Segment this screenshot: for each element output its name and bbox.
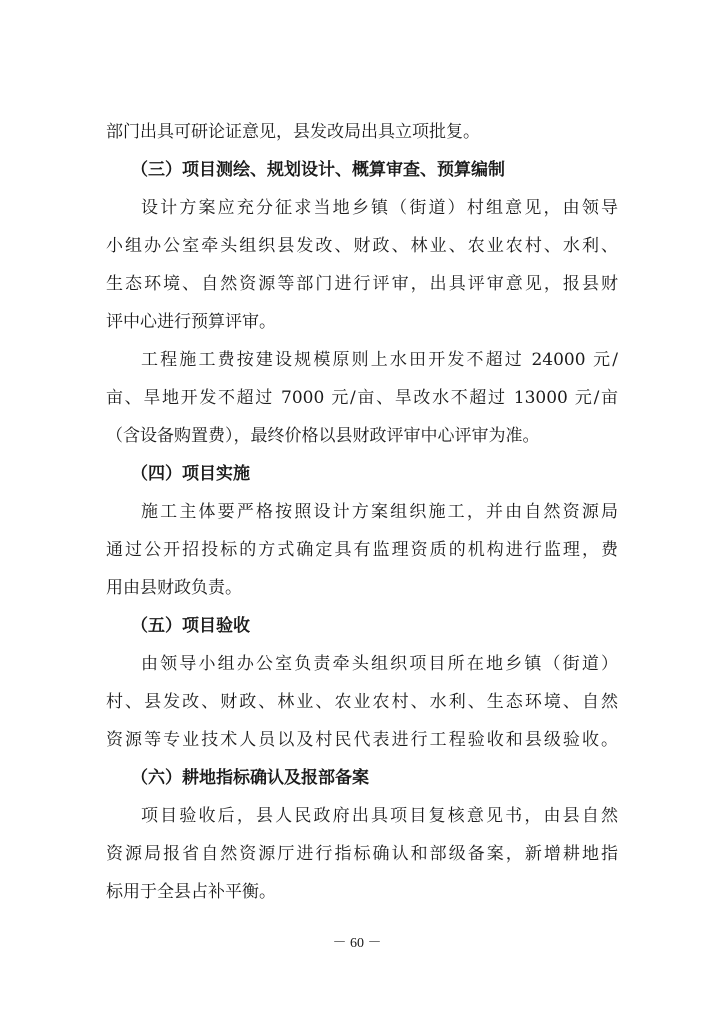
paragraph-line: 设计方案应充分征求当地乡镇（街道）村组意见，由领导: [141, 198, 618, 218]
section-heading-six: （六）耕地指标确认及报部备案: [131, 768, 369, 788]
section-heading-four: （四）项目实施: [131, 464, 250, 484]
paragraph-line: 标用于全县占补平衡。: [106, 882, 276, 902]
page-number: － 60 －: [332, 936, 382, 951]
paragraph-line: 资源等专业技术人员以及村民代表进行工程验收和县级验收。: [106, 730, 618, 750]
section-heading-five: （五）项目验收: [131, 616, 250, 636]
paragraph-line: 用由县财政负责。: [106, 578, 242, 598]
section-heading-three: （三）项目测绘、规划设计、概算审查、预算编制: [131, 160, 505, 180]
paragraph-line: 部门出具可研论证意见，县发改局出具立项批复。: [106, 122, 480, 142]
paragraph-line: 由领导小组办公室负责牵头组织项目所在地乡镇（街道）: [141, 654, 618, 674]
paragraph-line: 项目验收后，县人民政府出具项目复核意见书，由县自然: [141, 806, 618, 826]
paragraph-line: 村、县发改、财政、林业、农业农村、水利、生态环境、自然: [106, 692, 618, 712]
paragraph-line: （含设备购置费），最终价格以县财政评审中心评审为准。: [106, 426, 540, 446]
paragraph-line: 资源局报省自然资源厅进行指标确认和部级备案，新增耕地指: [106, 844, 618, 864]
paragraph-line: 评中心进行预算评审。: [106, 312, 276, 332]
paragraph-line: 通过公开招投标的方式确定具有监理资质的机构进行监理，费: [106, 540, 618, 560]
paragraph-line: 工程施工费按建设规模原则上水田开发不超过 24000 元/: [141, 350, 618, 370]
paragraph-line: 亩、旱地开发不超过 7000 元/亩、旱改水不超过 13000 元/亩: [106, 388, 618, 408]
paragraph-line: 小组办公室牵头组织县发改、财政、林业、农业农村、水利、: [106, 236, 618, 256]
paragraph-line: 生态环境、自然资源等部门进行评审，出具评审意见，报县财: [106, 274, 618, 294]
paragraph-line: 施工主体要严格按照设计方案组织施工，并由自然资源局: [141, 502, 618, 522]
